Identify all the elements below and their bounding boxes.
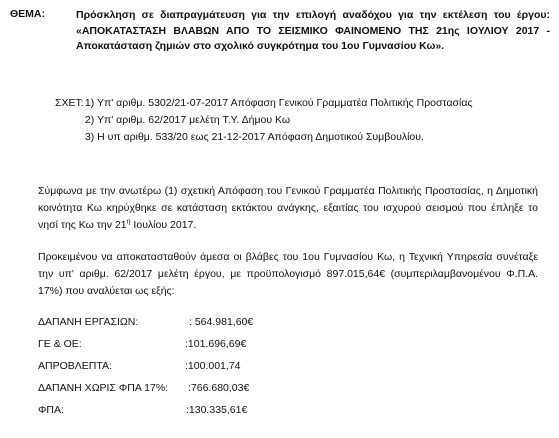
reference-text: 2) Υπ' αριθμ. 62/2017 μελέτη Τ.Υ. Δήμου Κω [84, 114, 291, 126]
cost-label: ΔΑΠΑΝΗ ΕΡΓΑΣΙΩΝ: [38, 316, 139, 328]
cost-value: :100.001,74 [185, 360, 241, 372]
cost-label: ΑΠΡΟΒΛΕΠΤΑ: [38, 360, 112, 372]
subject-label: ΘΕΜΑ: [10, 8, 45, 20]
cost-value: :101.696,69€ [185, 338, 247, 350]
subject-block [10, 8, 550, 55]
cost-label: ΔΑΠΑΝΗ ΧΩΡΙΣ ΦΠΑ 17%: [38, 382, 169, 394]
reference-item [55, 112, 473, 129]
cost-label: ΦΠΑ: [38, 404, 64, 416]
references-label: ΣΧΕΤ: [55, 97, 84, 109]
paragraph-study: Προκειμένου να αποκατασταθούν άμεσα οι βλάβες του 1ου Γυμνασίου Κω, η Τεχνική Υπηρεσία συνέταξε την υπ' αριθμ. 62/2017 μελέτη έργου, με προϋπολογισμό 897.015,64€ (συμπεριλαμβανομένου Φ.Π.Α. 17%) που αναλύεται ως εξής: [38, 251, 538, 297]
subject-text: Πρόσκληση σε διαπραγμάτευση για την επιλογή αναδόχου για την εκτέλεση του έργου: «ΑΠΟΚΑΤΑΣΤΑΣΗ ΒΛΑΒΩΝ ΑΠΟ ΤΟ ΣΕΙΣΜΙΚΟ ΦΑΙΝΟΜΕΝΟ ΤΗΣ 21ης ΙΟΥΛΙΟΥ 2017 - Αποκατάσταση ζημιών στο σχολικό συγκρότημα του 1ου Γυμνασίου Κω». [76, 9, 550, 52]
paragraph-decision: Σύμφωνα με την ανωτέρω (1) σχετική Απόφαση του Γενικού Γραμματέα Πολιτικής Προστασίας, η Δημοτική κοινότητα Κω κηρύχθηκε σε κατάσταση εκτάκτου ανάγκης, εξαιτίας του ισχυρού σεισμού που έπληξε το νησί της Κω την $21^\eta$ Ιουλίου 2017. [38, 185, 538, 231]
reference-item [55, 129, 473, 146]
cost-label: ΓΕ & ΟΕ: [38, 338, 82, 350]
cost-value: : 564.981,60€ [189, 316, 254, 328]
reference-text: 3) Η υπ αριθμ. 533/20 εως 21-12-2017 Απόφαση Δημοτικού Συμβουλίου. [84, 131, 424, 143]
cost-value: :766.680,03€ [188, 382, 250, 394]
cost-value: :130.335,61€ [186, 404, 248, 416]
references-block [55, 95, 473, 146]
reference-text: 1) Υπ' αριθμ. 5302/21-07-2017 Απόφαση Γενικού Γραμματέα Πολιτικής Προστασίας [84, 97, 473, 109]
ordinal-superscript: η [126, 218, 131, 226]
reference-item [55, 95, 473, 112]
